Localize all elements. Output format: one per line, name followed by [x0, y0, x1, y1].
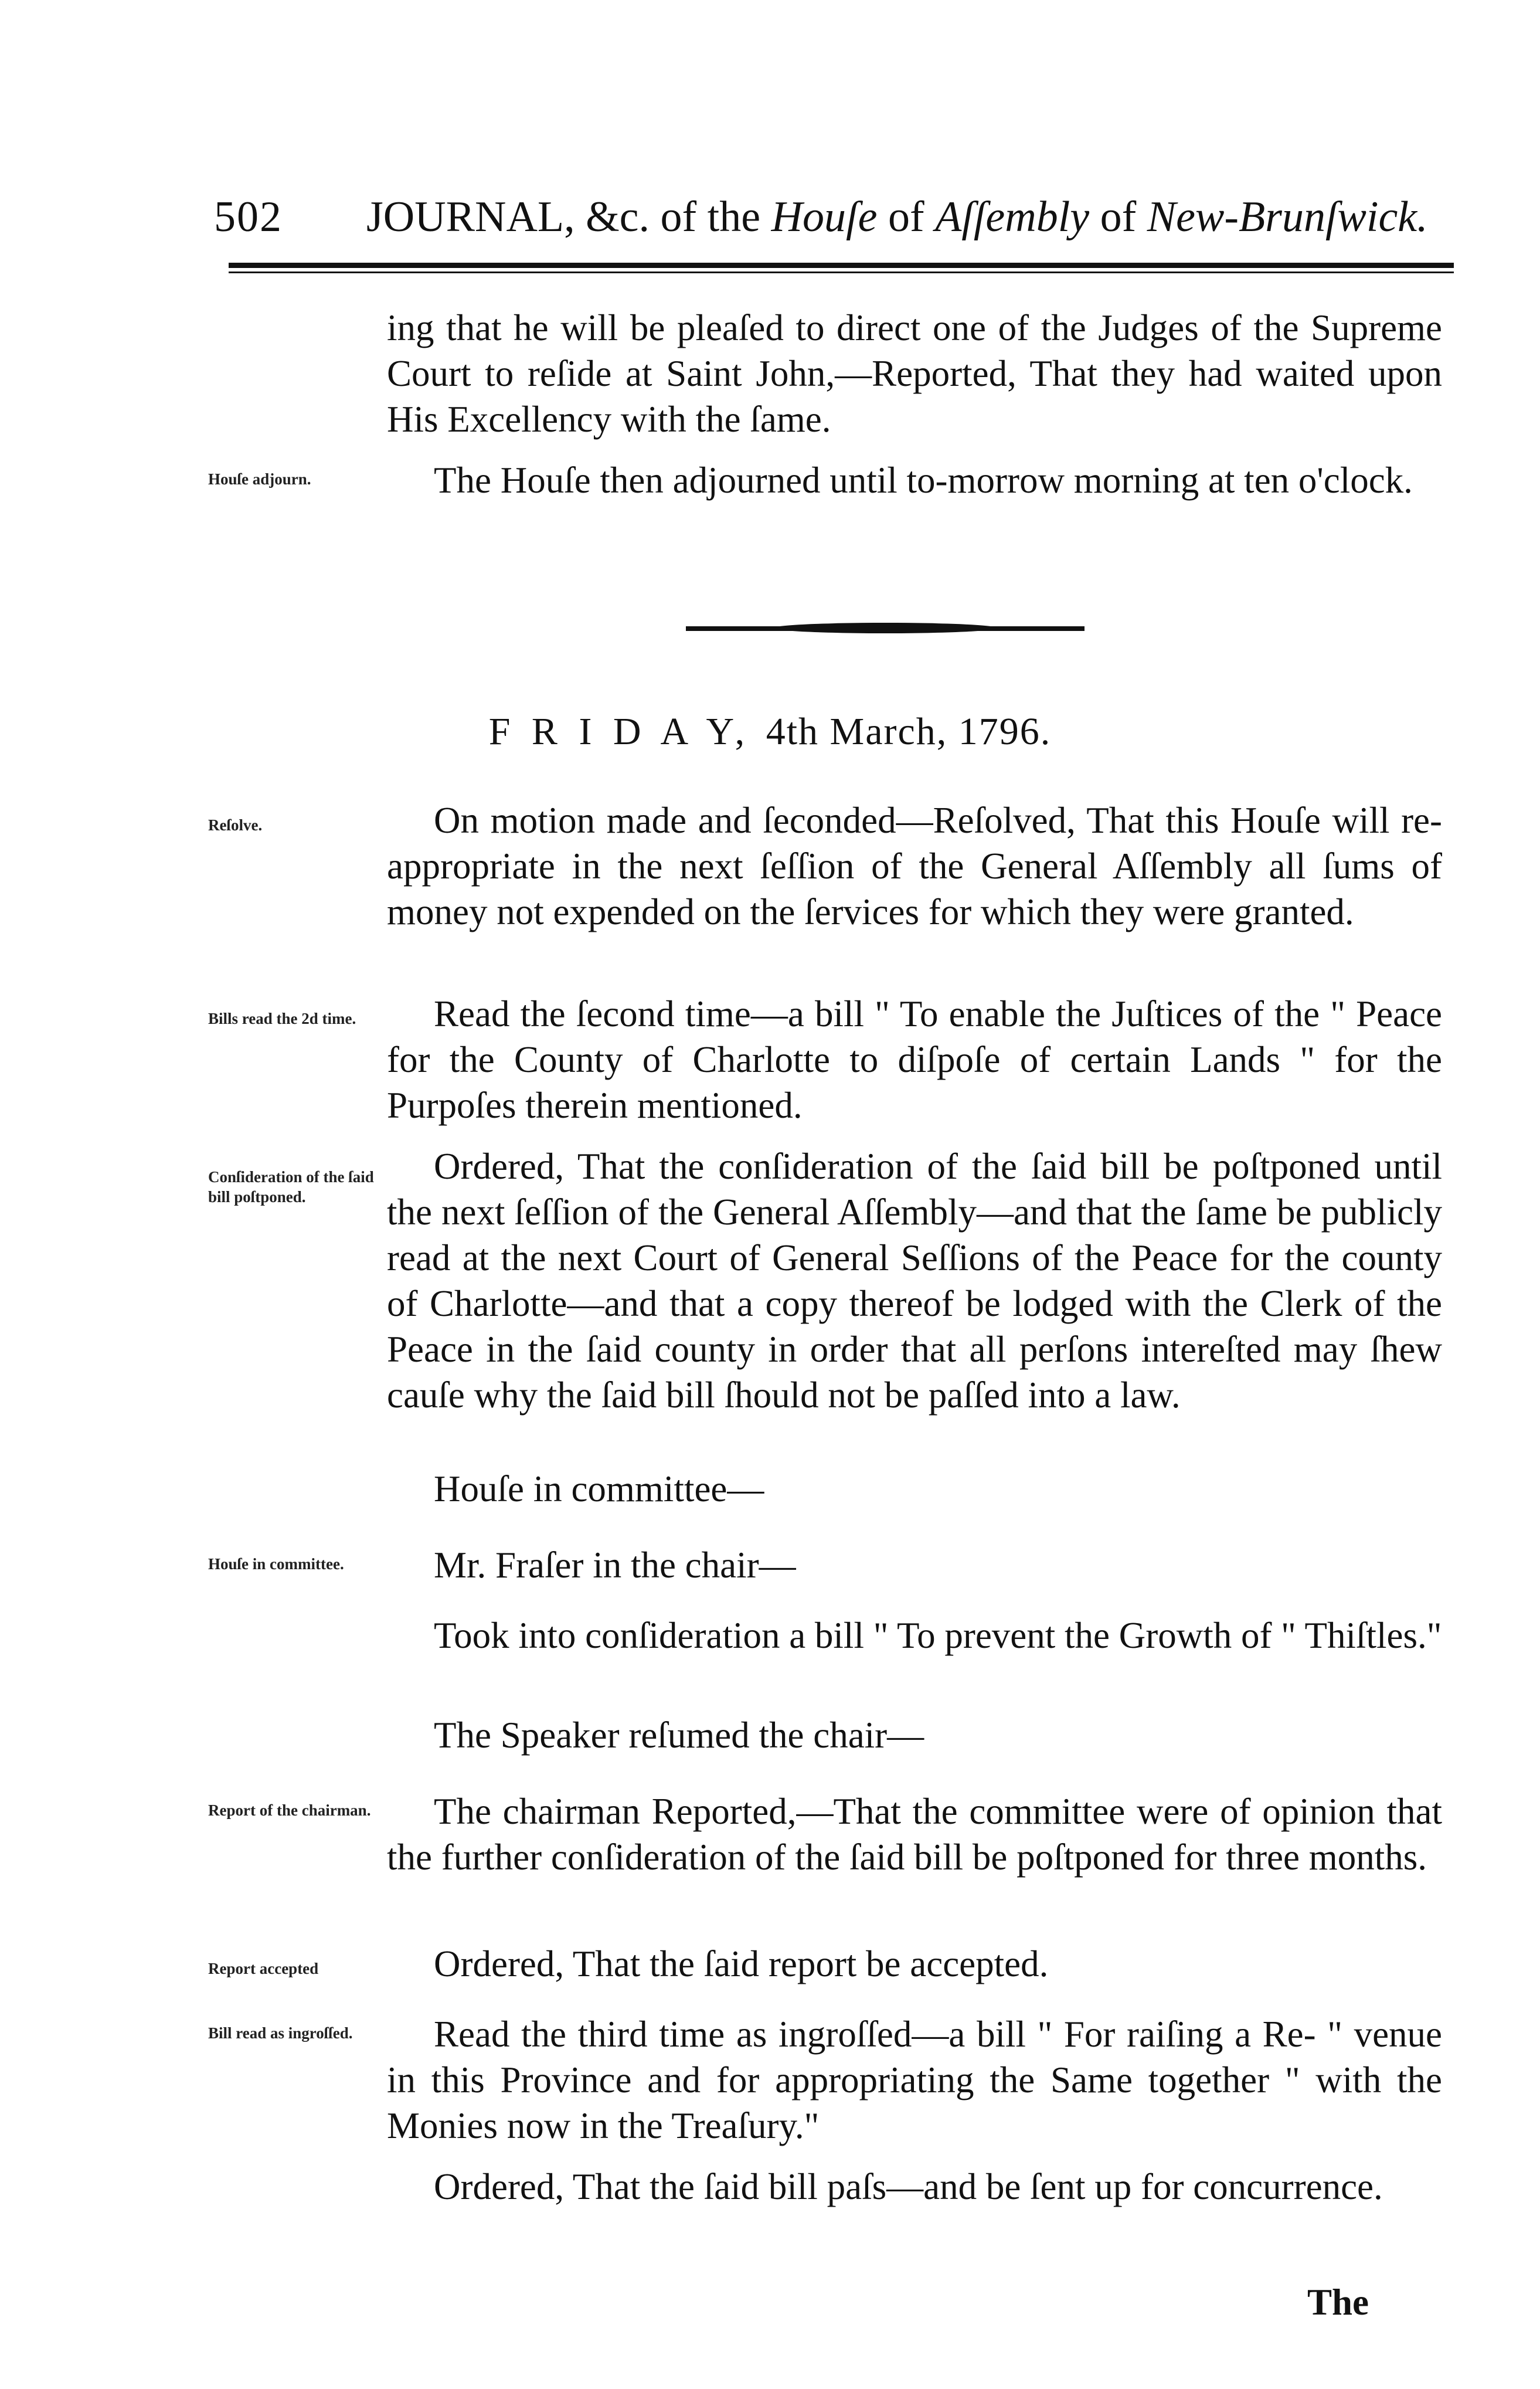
running-title-house: Houſe: [771, 193, 878, 241]
paragraph-adjourned: [387, 457, 1442, 503]
paragraph-resolved: [387, 798, 1442, 935]
paragraph-resolved-text: On motion made and ſeconded—Reſolved, That this Houſe will re-appropriate in the next ſeſſion of the General Aſſembly all ſums of money not expended on the ſervices for which they were granted.: [387, 800, 1442, 932]
paragraph-chairman-report-text: The chairman Reported,—That the committee were of opinion that the further conſideration of the ſaid bill be poſtponed for three months.: [387, 1791, 1442, 1878]
margin-note-report-chairman: Report of the chairman.: [208, 1801, 371, 1819]
paragraph-report-accepted-text: Ordered, That the ſaid report be accepted.: [434, 1943, 1049, 1984]
date-heading-day: F R I D A Y,: [488, 710, 751, 753]
section-divider: [686, 626, 1085, 631]
paragraph-second-reading: [387, 991, 1442, 1128]
paragraph-speaker-resumed-text: The Speaker reſumed the chair—: [434, 1715, 924, 1756]
header-rule-thin: [229, 272, 1454, 273]
paragraph-bill-passed-text: Ordered, That the ſaid bill paſs—and be ſent up for concurrence.: [434, 2166, 1383, 2207]
paragraph-second-reading-text: Read the ſecond time—a bill " To enable the Juſtices of the " Peace for the County of Charlotte to diſpoſe of certain Lands " for the Purpoſes therein mentioned.: [387, 993, 1442, 1126]
running-title-province: New-Brunſwick.: [1147, 193, 1428, 241]
page-header: [214, 192, 1457, 257]
paragraph-ordered-postponed: [387, 1143, 1442, 1418]
running-title-prefix: JOURNAL, &c. of the: [366, 193, 761, 241]
paragraph-chair-text: Mr. Fraſer in the chair—: [434, 1545, 796, 1586]
paragraph-bill-passed: [387, 2164, 1442, 2210]
paragraph-chairman-report: [387, 1789, 1442, 1880]
catchword: The: [1307, 2282, 1369, 2323]
date-heading: [0, 710, 1540, 754]
paragraph-speaker-resumed: [387, 1712, 1442, 1758]
margin-note-bills-read: Bills read the 2d time.: [208, 1010, 356, 1027]
margin-note-consideration-postponed: Conſideration of the ſaid bill poſtponed.: [208, 1168, 374, 1206]
paragraph-thistles-bill-text: Took into conſideration a bill " To prevent the Growth of " Thiſtles.": [434, 1615, 1442, 1656]
margin-note-report-accepted: Report accepted: [208, 1960, 319, 1977]
paragraph-house-in-committee-text: Houſe in committee—: [434, 1468, 764, 1509]
margin-note-house-adjourn: Houſe adjourn.: [208, 470, 311, 488]
header-rule: [229, 263, 1454, 268]
paragraph-ordered-postponed-text: Ordered, That the conſideration of the ſaid bill be poſtponed until the next ſeſſion of the General Aſſembly—and that the ſame be publicly read at the next Court of General Seſſions of the Peace for the county of Charlotte—and that a copy thereof be lodged with the Clerk of the Peace in the ſaid county in order that all perſons intereſted may ſhew cauſe why the ſaid bill ſhould not be paſſed into a law.: [387, 1146, 1442, 1416]
paragraph-report-accepted: [387, 1941, 1442, 1987]
running-title: [366, 192, 1428, 242]
running-title-of-2: of: [1100, 193, 1137, 241]
margin-note-bill-ingrossed: Bill read as ingroſſed.: [208, 2024, 353, 2042]
page-number: 502: [214, 193, 283, 241]
paragraph-third-reading-text: Read the third time as ingroſſed—a bill " For raiſing a Re- " venue in this Province and for appropriating the Same together " with the Monies now in the Treaſury.": [387, 2014, 1442, 2146]
paragraph-continuation: ing that he will be pleaſed to direct one of the Judges of the Supreme Court to reſide at Saint John,—Reported, That they had waited upon His Excellency with the ſame.: [387, 307, 1442, 440]
running-title-assembly: Aſſembly: [935, 193, 1090, 241]
paragraph-house-in-committee: [387, 1466, 1442, 1512]
margin-note-resolve: Reſolve.: [208, 816, 263, 834]
paragraph-thistles-bill: [387, 1613, 1442, 1658]
date-heading-date: 4th March, 1796.: [766, 710, 1052, 753]
paragraph-adjourned-text: The Houſe then adjourned until to-morrow morning at ten o'clock.: [434, 460, 1413, 501]
paragraph-third-reading: [387, 2011, 1442, 2149]
margin-note-house-in-committee: Houſe in committee.: [208, 1555, 344, 1573]
running-title-of: of: [888, 193, 924, 241]
paragraph-chair: [387, 1542, 1442, 1588]
